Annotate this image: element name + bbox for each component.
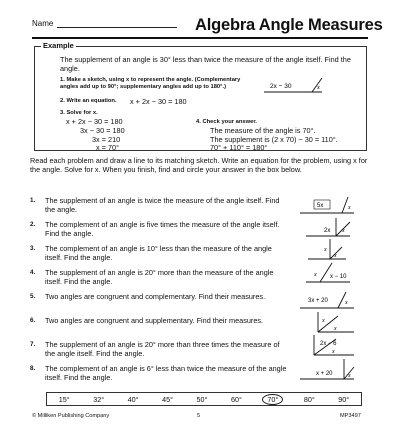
- example-step3-label: 3. Solve for x.: [60, 110, 98, 116]
- problem-number: 3.: [30, 245, 36, 252]
- check-line-1: The measure of the angle is 70°.: [210, 126, 316, 135]
- problem-number: 2.: [30, 221, 36, 228]
- instructions: Read each problem and draw a line to its matching sketch. Write an equation for the problem, using x for the angle. Solve for x. When you finish, find and circle your answer in the box below.: [30, 156, 368, 175]
- problem-3[interactable]: [30, 244, 290, 263]
- solve-line-2: 3x − 30 = 180: [80, 126, 125, 135]
- solve-line-1: x + 2x − 30 = 180: [66, 117, 123, 126]
- sketch-5[interactable]: [298, 286, 356, 312]
- check-line-2: The supplement is (2 x 70) − 30 = 110°.: [210, 135, 338, 144]
- problem-number: 6.: [30, 317, 36, 324]
- answer-option[interactable]: 90°: [338, 394, 350, 404]
- example-sketch: [262, 76, 324, 96]
- title-rule: [32, 37, 368, 39]
- answer-option[interactable]: 50°: [196, 394, 208, 404]
- answer-option-circled[interactable]: 70°: [262, 394, 283, 405]
- problem-5[interactable]: [30, 292, 290, 301]
- problem-6[interactable]: [30, 316, 290, 325]
- problem-text: The complement of an angle is 10° less than the measure of the angle itself. Find the angle.: [45, 244, 272, 263]
- sketch-label: x: [322, 318, 325, 324]
- sketch-x: x: [334, 253, 337, 259]
- problem-text: Two angles are congruent and supplementary. Find their measures.: [45, 316, 264, 325]
- example-step4-label: 4. Check your answer.: [196, 119, 257, 125]
- example-sketch-label: 2x − 30: [270, 83, 292, 90]
- problem-1[interactable]: [30, 196, 290, 215]
- answer-option[interactable]: 32°: [93, 394, 105, 404]
- sketch-x: x: [314, 272, 317, 278]
- sketch-label: 2x − 6: [320, 341, 337, 347]
- sketch-label: 2x: [324, 228, 331, 234]
- problem-4[interactable]: [30, 268, 290, 287]
- name-blank-line[interactable]: [57, 27, 177, 28]
- example-label: Example: [43, 41, 74, 50]
- name-label: Name: [32, 19, 54, 28]
- example-step1: 1. Make a sketch, using x to represent the angle. (Complementary angles add up to 90°; supplementary angles add up to 180°.): [60, 77, 241, 90]
- footer-copyright: © Milliken Publishing Company: [32, 413, 110, 419]
- sketch-label: x + 20: [316, 371, 333, 377]
- problem-number: 1.: [30, 197, 36, 204]
- problem-text: The complement of an angle is 6° less than twice the measure of the angle itself. Find the angle.: [45, 364, 287, 383]
- example-step2-eq: x + 2x − 30 = 180: [130, 97, 187, 106]
- problem-2[interactable]: [30, 220, 290, 239]
- problem-text: The supplement of an angle is twice the measure of the angle itself. Find the angle.: [45, 196, 280, 215]
- footer-code: MP3497: [340, 413, 361, 419]
- sketch-label: x: [324, 247, 327, 253]
- sketch-label: x − 10: [330, 274, 347, 280]
- solve-line-3: 3x = 210: [92, 135, 121, 144]
- page-title: Algebra Angle Measures: [195, 16, 383, 34]
- sketch-4[interactable]: [298, 260, 356, 286]
- problem-text: The supplement of an angle is 20° more than the measure of the angle itself. Find the angle.: [45, 268, 274, 287]
- check-line-3: 70° + 110° = 180°: [210, 143, 268, 152]
- example-step2-label: 2. Write an equation.: [60, 98, 117, 104]
- answer-option[interactable]: 40°: [127, 394, 139, 404]
- sketch-7[interactable]: [298, 333, 356, 359]
- answer-option[interactable]: 45°: [162, 394, 173, 404]
- problem-number: 7.: [30, 341, 36, 348]
- sketch-label: 5x: [317, 203, 324, 209]
- sketch-8[interactable]: [298, 357, 356, 383]
- problem-number: 4.: [30, 269, 36, 276]
- example-sketch-x: x: [317, 84, 320, 91]
- problem-number: 5.: [30, 293, 36, 300]
- footer-page-number: 5: [197, 413, 201, 419]
- problem-text: The complement of an angle is five times the measure of the angle itself. Find the angle.: [45, 220, 280, 239]
- sketch-x: x: [342, 228, 345, 234]
- sketch-x: x: [334, 326, 337, 332]
- sketch-x: x: [332, 349, 335, 355]
- problem-7[interactable]: [30, 340, 290, 359]
- sketch-x: x: [345, 300, 348, 306]
- problem-text: Two angles are congruent and complementary. Find their measures.: [45, 292, 266, 301]
- sketch-x: x: [348, 205, 351, 211]
- solve-line-4: x = 70°: [96, 143, 119, 152]
- answer-option[interactable]: 60°: [230, 394, 242, 404]
- problem-8[interactable]: [30, 364, 290, 383]
- answer-option[interactable]: 80°: [303, 394, 315, 404]
- answer-box: [46, 392, 362, 406]
- example-intro: The supplement of an angle is 30° less than twice the measure of the angle itself. Find the angle.: [60, 55, 351, 73]
- problem-text: The supplement of an angle is 20° more than three times the measure of the angle itself. Find the angle.: [45, 340, 280, 359]
- sketch-x: x: [348, 373, 351, 379]
- sketch-label: 3x + 20: [308, 298, 328, 304]
- answer-option[interactable]: 15°: [58, 394, 70, 404]
- problem-number: 8.: [30, 365, 36, 372]
